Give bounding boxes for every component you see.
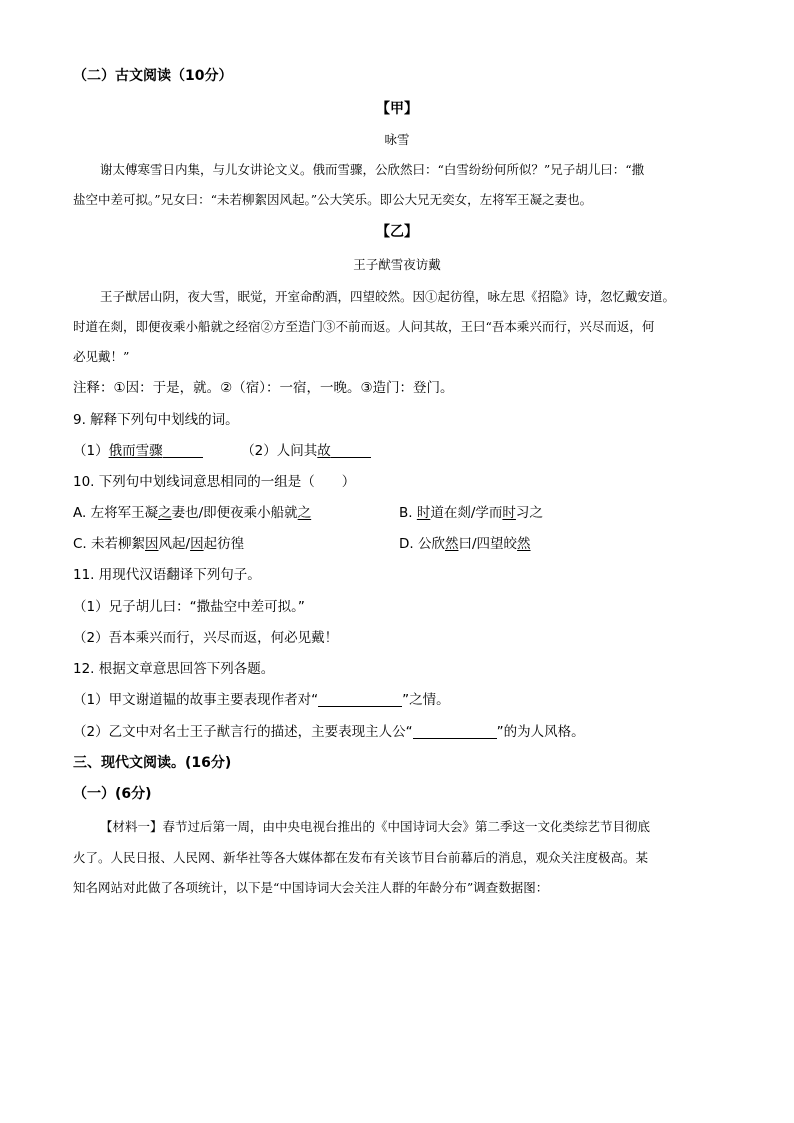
question-10-stem: 10. 下列句中划线词意思相同的一组是（ ） (73, 474, 356, 490)
question-10-row-ab (73, 503, 723, 523)
option-d[interactable]: D. 公欣然曰/四望皎然 (399, 536, 531, 552)
answer-blank[interactable] (318, 691, 402, 707)
passage-yi-title: 王子猷雪夜访戴 (353, 257, 441, 272)
passage-jia-title: 咏雪 (384, 132, 410, 147)
section-title: （二）古文阅读（10分） (73, 68, 233, 84)
question-10-row-cd (73, 534, 723, 554)
q9-item2-prefix: （2）人问其 (241, 443, 318, 459)
passage-jia-label: 【甲】 (376, 101, 418, 117)
passage-jia-line: 谢太傅寒雪日内集，与儿女讲论文义。俄而雪骤，公欣然曰：“白雪纷纷何所似？”兄子胡儿曰：“撒 (100, 162, 645, 177)
passage-yi-label: 【乙】 (376, 224, 418, 240)
question-12-item: （1）甲文谢道韫的故事主要表现作者对“ ”之情。 (73, 692, 450, 708)
passage-yi-line: 时道在剡，即便夜乘小船就之经宿②方至造门③不前而返。人问其故，王曰“吾本乘兴而行，兴尽而返，何 (73, 319, 655, 334)
question-12-stem: 12. 根据文章意思回答下列各题。 (73, 661, 275, 677)
material-line: 火了。人民日报、人民网、新华社等各大媒体都在发布有关该节目台前幕后的消息，观众关注度极高。某 (73, 850, 649, 865)
material-line: 知名网站对此做了各项统计，以下是“中国诗词大会关注人群的年龄分布”调查数据图： (73, 880, 549, 895)
question-9-stem: 9. 解释下列句中划线的词。 (73, 412, 239, 428)
option-c[interactable]: C. 未若柳絮因风起/因起彷徨 (73, 536, 245, 552)
q9-item1-prefix: （1） (73, 443, 109, 459)
passage-jia-line: 盐空中差可拟。”兄女曰：“未若柳絮因风起。”公大笑乐。即公大兄无奕女，左将军王凝之妻也。 (73, 192, 593, 207)
question-11-item: （1）兄子胡儿曰：“撒盐空中差可拟。” (73, 599, 305, 615)
q9-item2-word: 故 (317, 443, 331, 459)
option-a[interactable]: A. 左将军王凝之妻也/即便夜乘小船就之 (73, 505, 312, 521)
section-title: 三、现代文阅读。(16分) (73, 755, 232, 771)
answer-blank[interactable] (413, 723, 497, 739)
subsection-title: （一）(6分) (73, 786, 152, 802)
passage-yi-line: 王子猷居山阴，夜大雪，眠觉，开室命酌酒，四望皎然。因①起彷徨，咏左思《招隐》诗，忽忆戴安道。 (100, 289, 676, 304)
option-b[interactable]: B. 时道在剡/学而时习之 (399, 505, 543, 521)
q9-item1-word: 俄而雪骤 (108, 443, 163, 459)
question-12-item: （2）乙文中对名士王子猷言行的描述，主要表现主人公“ ”的为人风格。 (73, 724, 585, 740)
passage-yi-line: 必见戴！” (73, 349, 130, 364)
material-line: 【材料一】春节过后第一周，由中央电视台推出的《中国诗词大会》第二季这一文化类综艺节目彻底 (100, 819, 651, 834)
answer-blank[interactable] (163, 442, 203, 458)
question-11-item: （2）吾本乘兴而行，兴尽而返，何必见戴！ (73, 630, 339, 646)
question-11-stem: 11. 用现代汉语翻译下列句子。 (73, 567, 261, 583)
answer-blank[interactable] (331, 442, 371, 458)
question-9-items (73, 441, 371, 461)
annotation-note: 注释：①因：于是，就。②（宿）：一宿，一晚。③造门：登门。 (73, 380, 454, 396)
